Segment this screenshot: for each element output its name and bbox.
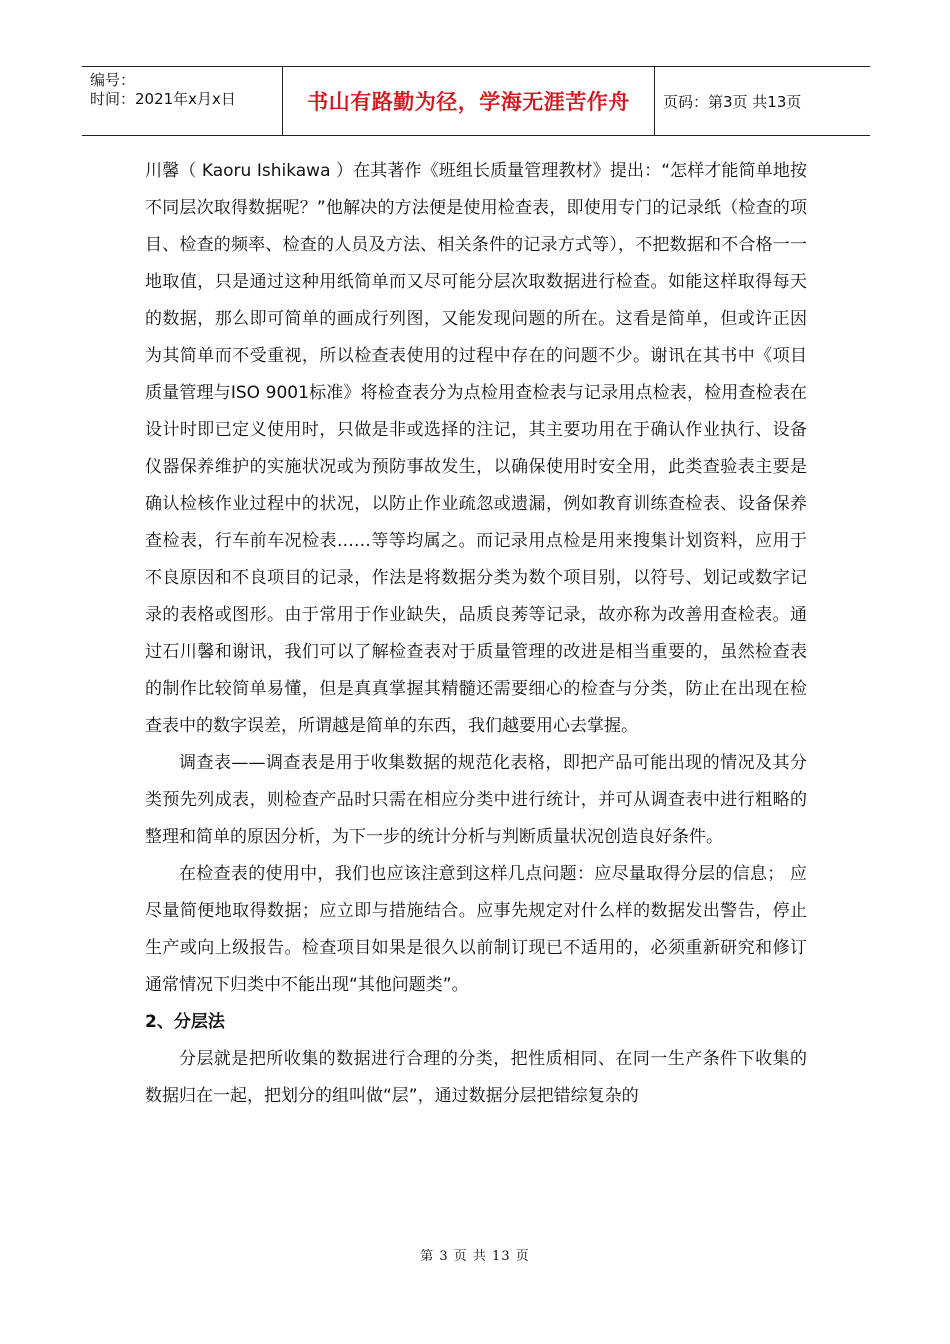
section-heading-stratification: 2、分层法 bbox=[145, 1012, 225, 1032]
document-body bbox=[145, 153, 807, 1115]
paragraph-ishikawa: 川馨（ Kaoru Ishikawa ）在其著作《班组长质量管理教材》提出：“怎样才能简单地按不同层次取得数据呢？”他解决的方法便是使用检查表，即使用专门的记录纸（检查的项目、检查的频率、检查的人员及方法、相关条件的记录方式等），不把数据和不合格一一地取值，只是通过这种用纸简单而又尽可能分层次取数据进行检查。如能这样取得每天的数据，那么即可简单的画成行列图，又能发现问题的所在。这看是简单，但或许正因为其简单而不受重视，所以检查表使用的过程中存在的问题不少。谢讯在其书中《项目质量管理与ISO 9001标准》将检查表分为点检用查检表与记录用点检表，检用查检表在设计时即已定义使用时，只做是非或选择的注记，其主要功用在于确认作业执行、设备仪器保养维护的实施状况或为预防事故发生，以确保使用时安全用，此类查验表主要是确认检核作业过程中的状况，以防止作业疏忽或遗漏，例如教育训练查检表、设备保养查检表，行车前车况检表……等等均属之。而记录用点检是用来搜集计划资料，应用于不良原因和不良项目的记录，作法是将数据分类为数个项目别，以符号、划记或数字记录的表格或图形。由于常用于作业缺失，品质良莠等记录，故亦称为改善用查检表。通过石川馨和谢讯，我们可以了解检查表对于质量管理的改进是相当重要的，虽然检查表的制作比较简单易懂，但是真真掌握其精髓还需要细心的检查与分类，防止在出现在检查表中的数字误差，所谓越是简单的东西，我们越要用心去掌握。 bbox=[145, 161, 807, 736]
paragraph-survey-table: 调查表——调查表是用于收集数据的规范化表格，即把产品可能出现的情况及其分类预先列成表，则检查产品时只需在相应分类中进行统计，并可从调查表中进行粗略的整理和简单的原因分析，为下一步的统计分析与判断质量状况创造良好条件。 bbox=[145, 753, 807, 847]
paragraph-checklist-usage: 在检查表的使用中，我们也应该注意到这样几点问题：应尽量取得分层的信息； 应尽量简便地取得数据；应立即与措施结合。应事先规定对什么样的数据发出警告，停止生产或向上级报告。检查项目如果是很久以前制订现已不适用的，必须重新研究和修订通常情况下归类中不能出现“其他问题类”。 bbox=[145, 864, 807, 995]
document-header bbox=[82, 66, 870, 136]
document-date: 时间：2021年x月x日 bbox=[90, 90, 236, 108]
header-motto: 书山有路勤为径，学海无涯苦作舟 bbox=[283, 67, 655, 135]
page-footer: 第 3 页 共 13 页 bbox=[420, 1249, 530, 1264]
document-number-label: 编号： bbox=[90, 71, 136, 89]
header-meta bbox=[82, 67, 283, 135]
header-page-info: 页码：第3页 共13页 bbox=[663, 92, 802, 111]
paragraph-stratification: 分层就是把所收集的数据进行合理的分类，把性质相同、在同一生产条件下收集的数据归在一起，把划分的组叫做“层”，通过数据分层把错综复杂的 bbox=[145, 1049, 807, 1106]
